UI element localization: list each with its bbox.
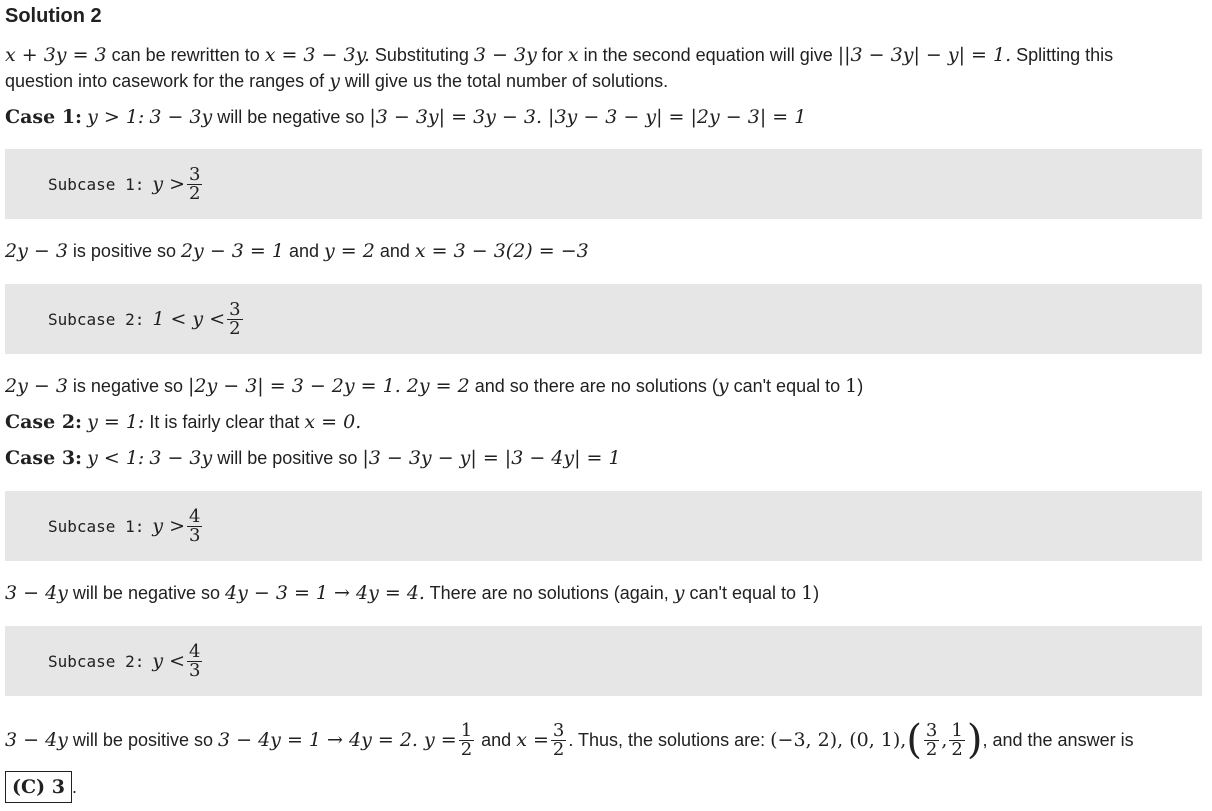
page-title: Solution 2 [5, 5, 102, 27]
denominator: 3 [189, 524, 201, 546]
text: in the second equation will give [578, 45, 838, 65]
denominator: 2 [189, 182, 201, 204]
code-label: Subcase 2: [48, 309, 145, 329]
denominator: 2 [229, 317, 241, 339]
numerator: 1 [951, 719, 963, 741]
text: and [476, 730, 517, 750]
math: 3 − 4y [5, 582, 68, 604]
math: y < [152, 650, 186, 672]
math: x = 3 − 3(2) = −3 [414, 240, 589, 262]
math: 3 − 4y = 1 → 4y = 2. y = [218, 729, 457, 751]
code-box-subcase-2 [5, 284, 1202, 354]
subcase-1-text [5, 238, 589, 264]
answer-box: (C) 3 [5, 771, 72, 803]
subcase-3-text [5, 580, 819, 606]
text: for [536, 45, 568, 65]
text: ) [857, 376, 864, 396]
math: ||3 − 3y| − y| = 1. [837, 44, 1012, 66]
fraction [187, 163, 202, 204]
denominator: 2 [460, 738, 473, 760]
math: |2y − 3| = 3 − 2y = 1. 2y = 2 [188, 375, 470, 397]
math: y < 1: [87, 447, 145, 469]
numerator: 4 [189, 505, 201, 527]
denominator: 2 [951, 738, 963, 760]
math: 2y − 3 [5, 240, 68, 262]
denominator: 3 [189, 659, 201, 681]
right-paren: ) [966, 717, 983, 763]
math: y > [152, 515, 186, 537]
code-box-subcase-3 [5, 491, 1202, 561]
case-label: Case 1: [5, 106, 83, 128]
text: , and the answer is [982, 730, 1134, 750]
math: |3 − 3y − y| = |3 − 4y| = 1 [362, 447, 621, 469]
math: 4y − 3 = 1 → 4y = 4. [225, 582, 425, 604]
math: y = 1: [87, 411, 145, 433]
math: 2y − 3 [5, 375, 68, 397]
text: will be positive so [67, 730, 218, 750]
math: y > [152, 173, 186, 195]
code-label: Subcase 2: [48, 651, 145, 671]
math: x = 0. [304, 411, 362, 433]
paragraph-intro-line1 [5, 42, 1113, 68]
math: |3 − 3y| = 3y − 3. |3y − 3 − y| = |2y − 3| = 1 [369, 106, 807, 128]
math: y = 2 [324, 240, 375, 262]
math: x [567, 44, 579, 66]
text: will be positive so [212, 448, 363, 468]
numerator: 3 [229, 298, 241, 320]
fraction [187, 505, 202, 546]
text: and [283, 241, 325, 261]
fraction [551, 719, 566, 760]
math: 1 < y < [152, 308, 226, 330]
text: . Thus, the solutions are: [568, 730, 771, 750]
text: will be negative so [212, 107, 370, 127]
text: is negative so [67, 376, 188, 396]
math: 3 − 3y [149, 447, 213, 469]
case-1-line [5, 104, 806, 130]
math: 3 − 3y [149, 106, 213, 128]
numerator: 4 [189, 640, 201, 662]
text: will give us the total number of solutions. [339, 71, 669, 91]
text: can't equal to [728, 376, 846, 396]
code-box-subcase-4 [5, 626, 1202, 696]
text: can be rewritten to [106, 45, 265, 65]
left-paren: ( [906, 717, 922, 763]
math: 3 − 4y [5, 729, 68, 751]
final-line [5, 712, 1134, 768]
text: and so there are no solutions ( [469, 376, 718, 396]
text: will be negative so [67, 583, 226, 603]
text: can't equal to [684, 583, 802, 603]
text: There are no solutions (again, [424, 583, 674, 603]
math: 1 [801, 582, 814, 604]
fraction [227, 298, 242, 339]
math: x + 3y = 3 [5, 44, 107, 66]
case-2-line [5, 409, 361, 435]
code-box-subcase-1 [5, 149, 1202, 219]
fraction [187, 640, 202, 681]
math: y [329, 70, 340, 92]
code-label: Subcase 1: [48, 516, 145, 536]
text: Substituting [369, 45, 474, 65]
fraction [459, 719, 474, 760]
case-label: Case 3: [5, 447, 83, 469]
paragraph-intro-line2 [5, 68, 668, 94]
numerator: 3 [189, 163, 201, 185]
case-label: Case 2: [5, 411, 83, 433]
numerator: 1 [460, 719, 473, 741]
fraction [924, 719, 939, 760]
denominator: 2 [925, 738, 938, 760]
numerator: 3 [552, 719, 565, 741]
text: . [71, 777, 77, 797]
code-label: Subcase 1: [48, 174, 145, 194]
comma: , [941, 729, 948, 751]
math: 1 [845, 375, 858, 397]
fraction [949, 719, 964, 760]
case-3-line [5, 445, 621, 471]
math: (−3, 2), (0, 1), [770, 729, 907, 751]
text: It is fairly clear that [144, 412, 305, 432]
subcase-2-text [5, 373, 863, 399]
math: y > 1: [87, 106, 145, 128]
text: question into casework for the ranges of [5, 71, 330, 91]
math: 2y − 3 = 1 [180, 240, 284, 262]
text: is positive so [67, 241, 181, 261]
text: ) [813, 583, 820, 603]
math: 3 − 3y [473, 44, 537, 66]
numerator: 3 [925, 719, 938, 741]
math: y [673, 582, 685, 604]
text: and [374, 241, 415, 261]
denominator: 2 [552, 738, 565, 760]
math: y [717, 375, 729, 397]
math: x = 3 − 3y. [264, 44, 370, 66]
text: Splitting this [1011, 45, 1114, 65]
answer-line [5, 771, 77, 803]
math: x = [516, 729, 549, 751]
